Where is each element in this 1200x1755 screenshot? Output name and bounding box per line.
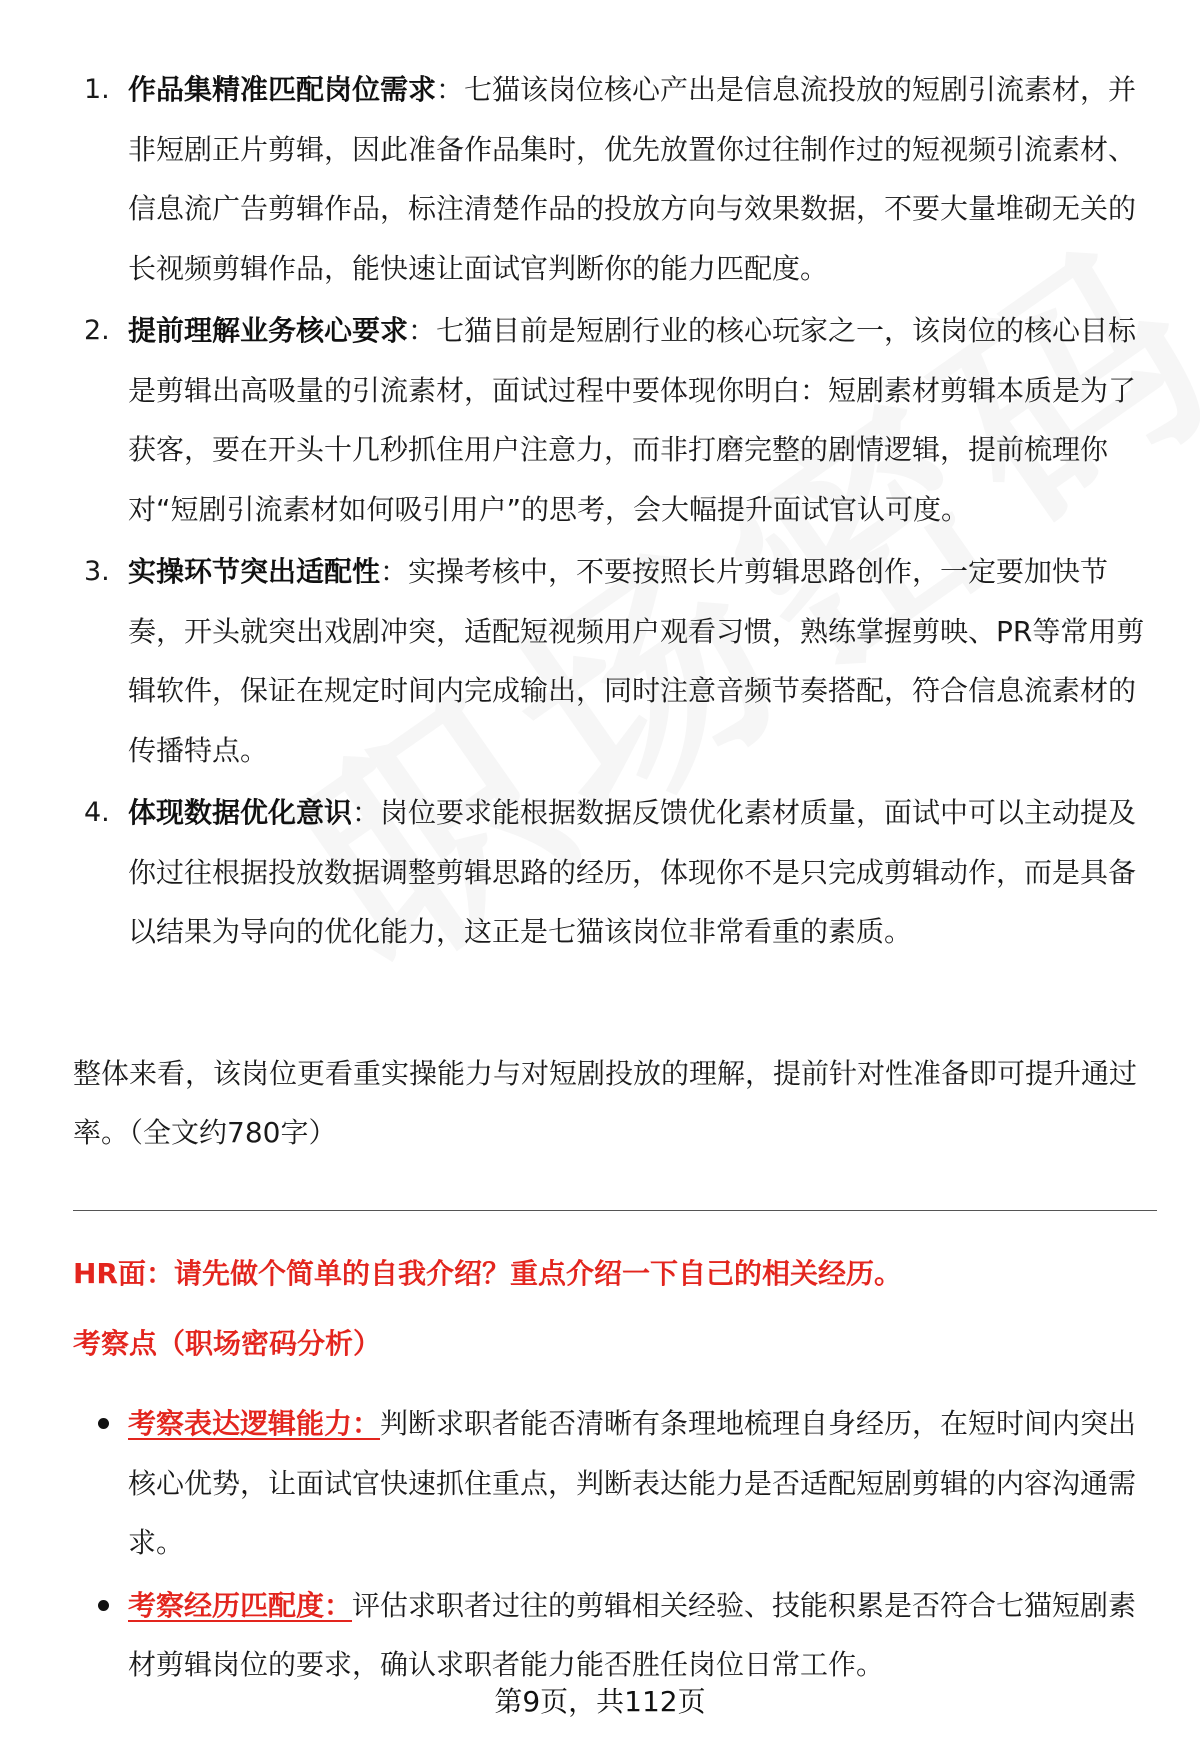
- list-item-text: ：七猫该岗位核心产出是信息流投放的短剧引流素材，并非短剧正片剪辑，因此准备作品集时，优先放置你过往制作过的短视频引流素材、信息流广告剪辑作品，标注清楚作品的投放方向与效果数据，不要大量堆砌无关的长视频剪辑作品，能快速让面试官判断你的能力匹配度。: [128, 73, 1137, 285]
- section-divider: [73, 1210, 1157, 1211]
- list-item-title: 实操环节突出适配性: [128, 555, 381, 588]
- numbered-list: [0, 60, 1200, 965]
- page-number-footer: 第9页，共112页: [494, 1685, 706, 1718]
- bullet-item: [0, 1576, 1150, 1695]
- list-item-title: 体现数据优化意识: [128, 796, 353, 829]
- list-item-title: 提前理解业务核心要求: [128, 314, 409, 347]
- list-item-title: 作品集精准匹配岗位需求: [128, 73, 437, 106]
- list-item: [0, 60, 1150, 298]
- list-item-number: 3.: [84, 556, 110, 587]
- list-item: [0, 783, 1150, 962]
- bullet-label: 考察表达逻辑能力：: [128, 1407, 381, 1440]
- list-item-number: 4.: [84, 797, 110, 828]
- section-label: 考察点（职场密码分析）: [73, 1327, 382, 1360]
- list-item: [0, 301, 1150, 539]
- bullet-item: [0, 1394, 1150, 1573]
- list-item: [0, 542, 1150, 780]
- list-item-text: ：岗位要求能根据数据反馈优化素材质量，面试中可以主动提及你过往根据投放数据调整剪辑思路的经历，体现你不是只完成剪辑动作，而是具备以结果为导向的优化能力，这正是七猫该岗位非常看重的素质。: [128, 796, 1137, 948]
- bullet-text: 判断求职者能否清晰有条理地梳理自身经历，在短时间内突出核心优势，让面试官快速抓住重点，判断表达能力是否适配短剧剪辑的内容沟通需求。: [128, 1407, 1137, 1559]
- bullet-dot-icon: [98, 1418, 109, 1429]
- list-item-number: 1.: [84, 74, 110, 105]
- bullet-dot-icon: [98, 1600, 109, 1611]
- list-item-number: 2.: [84, 315, 110, 346]
- bullet-text: 评估求职者过往的剪辑相关经验、技能积累是否符合七猫短剧素材剪辑岗位的要求，确认求职者能力能否胜任岗位日常工作。: [128, 1588, 1137, 1681]
- hr-question-heading: HR面：请先做个简单的自我介绍？重点介绍一下自己的相关经历。: [73, 1257, 902, 1290]
- list-item-text: ：实操考核中，不要按照长片剪辑思路创作，一定要加快节奏，开头就突出戏剧冲突，适配短视频用户观看习惯，熟练掌握剪映、PR等常用剪辑软件，保证在规定时间内完成输出，同时注意音频节奏搭配，符合信息流素材的传播特点。: [128, 555, 1145, 767]
- bullet-label: 考察经历匹配度：: [128, 1588, 353, 1622]
- list-item-text: ：七猫目前是短剧行业的核心玩家之一，该岗位的核心目标是剪辑出高吸量的引流素材，面试过程中要体现你明白：短剧素材剪辑本质是为了获客，要在开头十几秒抓住用户注意力，而非打磨完整的剧情逻辑，提前梳理你对“短剧引流素材如何吸引用户”的思考，会大幅提升面试官认可度。: [128, 314, 1137, 526]
- summary-paragraph: 整体来看，该岗位更看重实操能力与对短剧投放的理解，提前针对性准备即可提升通过率。（全文约780字）: [73, 1057, 1138, 1149]
- bullet-list: [0, 1394, 1200, 1698]
